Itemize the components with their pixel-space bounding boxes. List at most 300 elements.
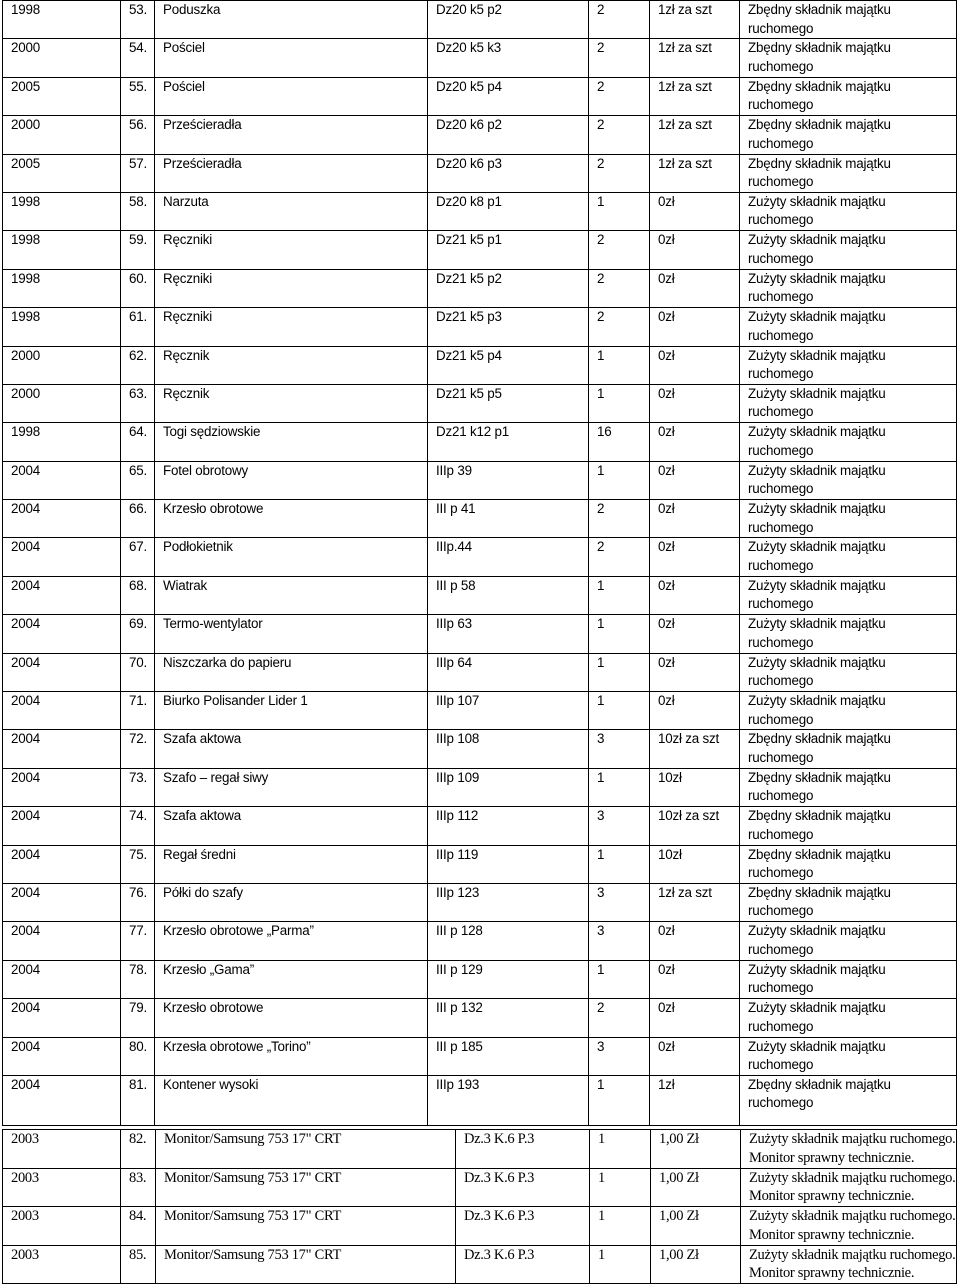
number-cell: 61. — [121, 308, 155, 346]
year-cell: 2004 — [3, 576, 121, 614]
status-line-2: ruchomego — [748, 404, 814, 420]
status-line-1: Zużyty składnik majątku — [748, 1038, 886, 1054]
table-row — [3, 1207, 957, 1246]
year-cell: 2004 — [3, 960, 121, 998]
location-cell: III p 132 — [428, 999, 589, 1037]
quantity-cell: 3 — [589, 883, 650, 921]
status-cell — [740, 653, 957, 691]
year-cell: 2004 — [3, 807, 121, 845]
table-row — [3, 615, 957, 653]
status-cell — [740, 77, 957, 115]
table-row — [3, 768, 957, 806]
status-cell — [740, 116, 957, 154]
item-name-cell: Narzuta — [155, 192, 428, 230]
table-row — [3, 231, 957, 269]
number-cell: 75. — [121, 845, 155, 883]
status-line-2: ruchomego — [748, 711, 814, 727]
year-cell: 2004 — [3, 1037, 121, 1075]
table-row — [3, 500, 957, 538]
item-name-cell: Kontener wysoki — [155, 1075, 428, 1125]
item-name-cell: Monitor/Samsung 753 17" CRT — [156, 1207, 456, 1246]
status-line-2: ruchomego — [748, 749, 814, 765]
value-cell: 1zł za szt — [650, 116, 740, 154]
status-line-1: Zużyty składnik majątku ruchomego. — [749, 1169, 956, 1186]
value-cell: 1zł za szt — [650, 154, 740, 192]
value-cell: 0zł — [650, 615, 740, 653]
value-cell: 0zł — [650, 922, 740, 960]
status-cell — [740, 39, 957, 77]
year-cell: 2005 — [3, 77, 121, 115]
quantity-cell: 1 — [589, 768, 650, 806]
table-row — [3, 653, 957, 691]
status-line-2: ruchomego — [748, 20, 814, 36]
number-cell: 82. — [121, 1130, 156, 1169]
item-name-cell: Fotel obrotowy — [155, 461, 428, 499]
table-row — [3, 807, 957, 845]
status-line-2: ruchomego — [748, 135, 814, 151]
location-cell: Dz.3 K.6 P.3 — [456, 1245, 590, 1284]
status-cell — [740, 1, 957, 39]
status-cell — [740, 1037, 957, 1075]
status-cell — [740, 845, 957, 883]
status-line-1: Zbędny składnik majątku — [748, 731, 891, 747]
status-line-2: ruchomego — [748, 174, 814, 190]
status-cell — [740, 1075, 957, 1125]
quantity-cell: 2 — [589, 500, 650, 538]
status-line-1: Zużyty składnik majątku — [748, 616, 886, 632]
number-cell: 62. — [121, 346, 155, 384]
number-cell: 73. — [121, 768, 155, 806]
year-cell: 2004 — [3, 845, 121, 883]
status-cell — [741, 1168, 957, 1207]
quantity-cell: 2 — [589, 116, 650, 154]
number-cell: 59. — [121, 231, 155, 269]
year-cell: 2000 — [3, 346, 121, 384]
year-cell: 2003 — [3, 1130, 121, 1169]
quantity-cell: 1 — [589, 960, 650, 998]
table-row — [3, 730, 957, 768]
quantity-cell: 2 — [589, 1, 650, 39]
number-cell: 60. — [121, 269, 155, 307]
item-name-cell: Krzesło obrotowe — [155, 999, 428, 1037]
quantity-cell: 3 — [589, 922, 650, 960]
value-cell: 0zł — [650, 653, 740, 691]
table-row — [3, 883, 957, 921]
year-cell: 2004 — [3, 615, 121, 653]
status-line-2: Monitor sprawny technicznie. — [749, 1265, 915, 1282]
status-line-1: Zużyty składnik majątku — [748, 309, 886, 325]
number-cell: 83. — [121, 1168, 156, 1207]
table-row — [3, 576, 957, 614]
status-line-1: Zużyty składnik majątku — [748, 577, 886, 593]
status-line-2: ruchomego — [748, 1057, 814, 1073]
value-cell: 1,00 Zł — [651, 1130, 741, 1169]
monitor-table — [2, 1129, 957, 1284]
status-cell — [740, 615, 957, 653]
number-cell: 84. — [121, 1207, 156, 1246]
status-cell — [740, 500, 957, 538]
quantity-cell: 1 — [589, 653, 650, 691]
table-row — [3, 269, 957, 307]
location-cell: IIIp 193 — [428, 1075, 589, 1125]
status-line-2: ruchomego — [748, 826, 814, 842]
year-cell: 2004 — [3, 461, 121, 499]
status-cell — [740, 692, 957, 730]
location-cell: Dz21 k5 p4 — [428, 346, 589, 384]
number-cell: 77. — [121, 922, 155, 960]
item-name-cell: Ręcznik — [155, 384, 428, 422]
quantity-cell: 2 — [589, 999, 650, 1037]
table-row — [3, 845, 957, 883]
year-cell: 2004 — [3, 768, 121, 806]
status-line-2: ruchomego — [748, 941, 814, 957]
table-row — [3, 1075, 957, 1125]
status-line-2: ruchomego — [748, 1095, 814, 1111]
status-line-2: ruchomego — [748, 1018, 814, 1034]
year-cell: 2003 — [3, 1245, 121, 1284]
item-name-cell: Ręcznik — [155, 346, 428, 384]
number-cell: 71. — [121, 692, 155, 730]
quantity-cell: 3 — [589, 730, 650, 768]
year-cell: 2004 — [3, 883, 121, 921]
status-line-1: Zbędny składnik majątku — [748, 117, 891, 133]
value-cell: 0zł — [650, 308, 740, 346]
status-cell — [740, 461, 957, 499]
table-row — [3, 960, 957, 998]
item-name-cell: Krzesło „Gama” — [155, 960, 428, 998]
item-name-cell: Termo-wentylator — [155, 615, 428, 653]
quantity-cell: 1 — [590, 1130, 651, 1169]
quantity-cell: 1 — [589, 192, 650, 230]
value-cell: 0zł — [650, 461, 740, 499]
value-cell: 0zł — [650, 576, 740, 614]
table-row — [3, 384, 957, 422]
item-name-cell: Biurko Polisander Lider 1 — [155, 692, 428, 730]
status-line-1: Zużyty składnik majątku — [748, 961, 886, 977]
location-cell: Dz20 k5 p4 — [428, 77, 589, 115]
location-cell: III p 129 — [428, 960, 589, 998]
number-cell: 70. — [121, 653, 155, 691]
status-line-2: ruchomego — [748, 865, 814, 881]
location-cell: III p 58 — [428, 576, 589, 614]
status-line-2: ruchomego — [748, 788, 814, 804]
status-line-2: ruchomego — [748, 250, 814, 266]
location-cell: Dz20 k6 p2 — [428, 116, 589, 154]
status-line-2: ruchomego — [748, 673, 814, 689]
status-line-1: Zbędny składnik majątku — [748, 40, 891, 56]
value-cell: 10zł za szt — [650, 807, 740, 845]
status-line-1: Zużyty składnik majątku — [748, 539, 886, 555]
year-cell: 2004 — [3, 730, 121, 768]
status-cell — [740, 807, 957, 845]
table-row — [3, 39, 957, 77]
number-cell: 74. — [121, 807, 155, 845]
location-cell: IIIp 112 — [428, 807, 589, 845]
location-cell: IIIp 123 — [428, 883, 589, 921]
table-row — [3, 346, 957, 384]
status-line-2: ruchomego — [748, 289, 814, 305]
status-line-1: Zużyty składnik majątku — [748, 501, 886, 517]
quantity-cell: 1 — [589, 461, 650, 499]
status-line-1: Zbędny składnik majątku — [748, 2, 891, 17]
value-cell: 1,00 Zł — [651, 1168, 741, 1207]
number-cell: 63. — [121, 384, 155, 422]
status-line-1: Zużyty składnik majątku — [748, 193, 886, 209]
location-cell: IIIp 107 — [428, 692, 589, 730]
value-cell: 0zł — [650, 423, 740, 461]
status-line-1: Zużyty składnik majątku — [748, 923, 886, 939]
number-cell: 69. — [121, 615, 155, 653]
number-cell: 64. — [121, 423, 155, 461]
quantity-cell: 2 — [589, 231, 650, 269]
item-name-cell: Pościel — [155, 77, 428, 115]
location-cell: Dz.3 K.6 P.3 — [456, 1130, 590, 1169]
value-cell: 0zł — [650, 384, 740, 422]
location-cell: Dz21 k5 p5 — [428, 384, 589, 422]
value-cell: 1zł za szt — [650, 39, 740, 77]
status-cell — [740, 960, 957, 998]
number-cell: 68. — [121, 576, 155, 614]
table-row — [3, 1130, 957, 1169]
value-cell: 1,00 Zł — [651, 1245, 741, 1284]
quantity-cell: 1 — [590, 1245, 651, 1284]
quantity-cell: 2 — [589, 39, 650, 77]
number-cell: 57. — [121, 154, 155, 192]
table-row — [3, 538, 957, 576]
status-line-2: ruchomego — [748, 980, 814, 996]
item-name-cell: Prześcieradła — [155, 154, 428, 192]
number-cell: 54. — [121, 39, 155, 77]
table-row — [3, 1, 957, 39]
status-line-1: Zużyty składnik majątku — [748, 270, 886, 286]
item-name-cell: Regał średni — [155, 845, 428, 883]
status-line-1: Zbędny składnik majątku — [748, 78, 891, 94]
year-cell: 2004 — [3, 692, 121, 730]
status-cell — [741, 1130, 957, 1169]
status-line-2: Monitor sprawny technicznie. — [749, 1188, 915, 1205]
status-line-2: ruchomego — [748, 481, 814, 497]
year-cell: 1998 — [3, 231, 121, 269]
status-line-1: Zbędny składnik majątku — [748, 769, 891, 785]
status-line-2: ruchomego — [748, 903, 814, 919]
table-row — [3, 999, 957, 1037]
status-line-1: Zużyty składnik majątku — [748, 1000, 886, 1016]
location-cell: Dz.3 K.6 P.3 — [456, 1207, 590, 1246]
value-cell: 0zł — [650, 538, 740, 576]
value-cell: 1zł za szt — [650, 1, 740, 39]
item-name-cell: Szafo – regał siwy — [155, 768, 428, 806]
status-cell — [740, 346, 957, 384]
location-cell: IIIp.44 — [428, 538, 589, 576]
item-name-cell: Togi sędziowskie — [155, 423, 428, 461]
value-cell: 0zł — [650, 1037, 740, 1075]
status-line-1: Zbędny składnik majątku — [748, 846, 891, 862]
year-cell: 2000 — [3, 116, 121, 154]
status-line-1: Zużyty składnik majątku — [748, 232, 886, 248]
quantity-cell: 1 — [590, 1168, 651, 1207]
table-row — [3, 77, 957, 115]
status-cell — [740, 730, 957, 768]
location-cell: IIIp 108 — [428, 730, 589, 768]
value-cell: 0zł — [650, 346, 740, 384]
status-line-1: Zbędny składnik majątku — [748, 808, 891, 824]
year-cell: 2003 — [3, 1168, 121, 1207]
status-cell — [740, 922, 957, 960]
status-cell — [740, 192, 957, 230]
number-cell: 53. — [121, 1, 155, 39]
quantity-cell: 1 — [590, 1207, 651, 1246]
status-line-2: ruchomego — [748, 97, 814, 113]
value-cell: 1,00 Zł — [651, 1207, 741, 1246]
quantity-cell: 1 — [589, 845, 650, 883]
table-row — [3, 423, 957, 461]
location-cell: Dz21 k5 p2 — [428, 269, 589, 307]
status-cell — [740, 883, 957, 921]
item-name-cell: Szafa aktowa — [155, 807, 428, 845]
location-cell: III p 185 — [428, 1037, 589, 1075]
status-line-1: Zużyty składnik majątku — [748, 693, 886, 709]
value-cell: 0zł — [650, 269, 740, 307]
location-cell: Dz21 k12 p1 — [428, 423, 589, 461]
number-cell: 55. — [121, 77, 155, 115]
value-cell: 1zł — [650, 1075, 740, 1125]
year-cell: 2004 — [3, 999, 121, 1037]
number-cell: 65. — [121, 461, 155, 499]
table-row — [3, 154, 957, 192]
year-cell: 2004 — [3, 653, 121, 691]
item-name-cell: Krzesło obrotowe „Parma” — [155, 922, 428, 960]
value-cell: 1zł za szt — [650, 77, 740, 115]
item-name-cell: Niszczarka do papieru — [155, 653, 428, 691]
item-name-cell: Krzesła obrotowe „Torino” — [155, 1037, 428, 1075]
item-name-cell: Monitor/Samsung 753 17" CRT — [156, 1130, 456, 1169]
location-cell: Dz20 k8 p1 — [428, 192, 589, 230]
status-line-2: ruchomego — [748, 58, 814, 74]
inventory-table — [2, 0, 957, 1126]
value-cell: 1zł za szt — [650, 883, 740, 921]
status-line-1: Zużyty składnik majątku — [748, 385, 886, 401]
year-cell: 1998 — [3, 308, 121, 346]
quantity-cell: 2 — [589, 154, 650, 192]
location-cell: III p 41 — [428, 500, 589, 538]
status-cell — [740, 269, 957, 307]
value-cell: 10zł — [650, 845, 740, 883]
value-cell: 0zł — [650, 231, 740, 269]
number-cell: 76. — [121, 883, 155, 921]
table-row — [3, 922, 957, 960]
location-cell: Dz21 k5 p3 — [428, 308, 589, 346]
status-line-1: Zbędny składnik majątku — [748, 155, 891, 171]
status-line-1: Zbędny składnik majątku — [748, 884, 891, 900]
table-row — [3, 461, 957, 499]
number-cell: 81. — [121, 1075, 155, 1125]
status-cell — [741, 1207, 957, 1246]
item-name-cell: Monitor/Samsung 753 17" CRT — [156, 1245, 456, 1284]
location-cell: III p 128 — [428, 922, 589, 960]
status-cell — [741, 1245, 957, 1284]
location-cell: Dz20 k6 p3 — [428, 154, 589, 192]
status-cell — [740, 231, 957, 269]
number-cell: 80. — [121, 1037, 155, 1075]
status-cell — [740, 538, 957, 576]
status-line-1: Zużyty składnik majątku — [748, 654, 886, 670]
quantity-cell: 3 — [589, 807, 650, 845]
status-cell — [740, 768, 957, 806]
value-cell: 0zł — [650, 500, 740, 538]
table-row — [3, 1245, 957, 1284]
status-line-2: Monitor sprawny technicznie. — [749, 1226, 915, 1243]
item-name-cell: Pościel — [155, 39, 428, 77]
year-cell: 2004 — [3, 538, 121, 576]
status-line-2: ruchomego — [748, 634, 814, 650]
status-line-1: Zużyty składnik majątku — [748, 462, 886, 478]
table-row — [3, 692, 957, 730]
status-line-2: ruchomego — [748, 596, 814, 612]
location-cell: Dz20 k5 k3 — [428, 39, 589, 77]
table-row — [3, 116, 957, 154]
number-cell: 66. — [121, 500, 155, 538]
status-line-2: ruchomego — [748, 519, 814, 535]
number-cell: 85. — [121, 1245, 156, 1284]
year-cell: 1998 — [3, 192, 121, 230]
quantity-cell: 1 — [589, 576, 650, 614]
year-cell: 1998 — [3, 269, 121, 307]
item-name-cell: Poduszka — [155, 1, 428, 39]
quantity-cell: 1 — [589, 615, 650, 653]
item-name-cell: Prześcieradła — [155, 116, 428, 154]
location-cell: IIIp 119 — [428, 845, 589, 883]
year-cell: 2005 — [3, 154, 121, 192]
quantity-cell: 1 — [589, 384, 650, 422]
year-cell: 2000 — [3, 39, 121, 77]
item-name-cell: Krzesło obrotowe — [155, 500, 428, 538]
item-name-cell: Wiatrak — [155, 576, 428, 614]
status-cell — [740, 999, 957, 1037]
quantity-cell: 2 — [589, 269, 650, 307]
number-cell: 56. — [121, 116, 155, 154]
quantity-cell: 2 — [589, 77, 650, 115]
value-cell: 10zł — [650, 768, 740, 806]
year-cell: 2004 — [3, 500, 121, 538]
year-cell: 2003 — [3, 1207, 121, 1246]
status-line-2: ruchomego — [748, 327, 814, 343]
item-name-cell: Półki do szafy — [155, 883, 428, 921]
value-cell: 0zł — [650, 692, 740, 730]
value-cell: 0zł — [650, 999, 740, 1037]
value-cell: 0zł — [650, 192, 740, 230]
item-name-cell: Ręczniki — [155, 269, 428, 307]
status-line-1: Zużyty składnik majątku — [748, 424, 886, 440]
item-name-cell: Monitor/Samsung 753 17" CRT — [156, 1168, 456, 1207]
location-cell: Dz21 k5 p1 — [428, 231, 589, 269]
status-line-2: Monitor sprawny technicznie. — [749, 1149, 915, 1166]
location-cell: IIIp 63 — [428, 615, 589, 653]
number-cell: 78. — [121, 960, 155, 998]
quantity-cell: 1 — [589, 692, 650, 730]
location-cell: IIIp 39 — [428, 461, 589, 499]
number-cell: 79. — [121, 999, 155, 1037]
status-line-2: ruchomego — [748, 212, 814, 228]
location-cell: IIIp 109 — [428, 768, 589, 806]
status-line-1: Zużyty składnik majątku ruchomego. — [749, 1208, 956, 1225]
table-row — [3, 192, 957, 230]
year-cell: 2004 — [3, 922, 121, 960]
status-line-1: Zużyty składnik majątku ruchomego. — [749, 1246, 956, 1263]
number-cell: 67. — [121, 538, 155, 576]
item-name-cell: Szafa aktowa — [155, 730, 428, 768]
status-cell — [740, 576, 957, 614]
status-line-1: Zbędny składnik majątku — [748, 1076, 891, 1092]
